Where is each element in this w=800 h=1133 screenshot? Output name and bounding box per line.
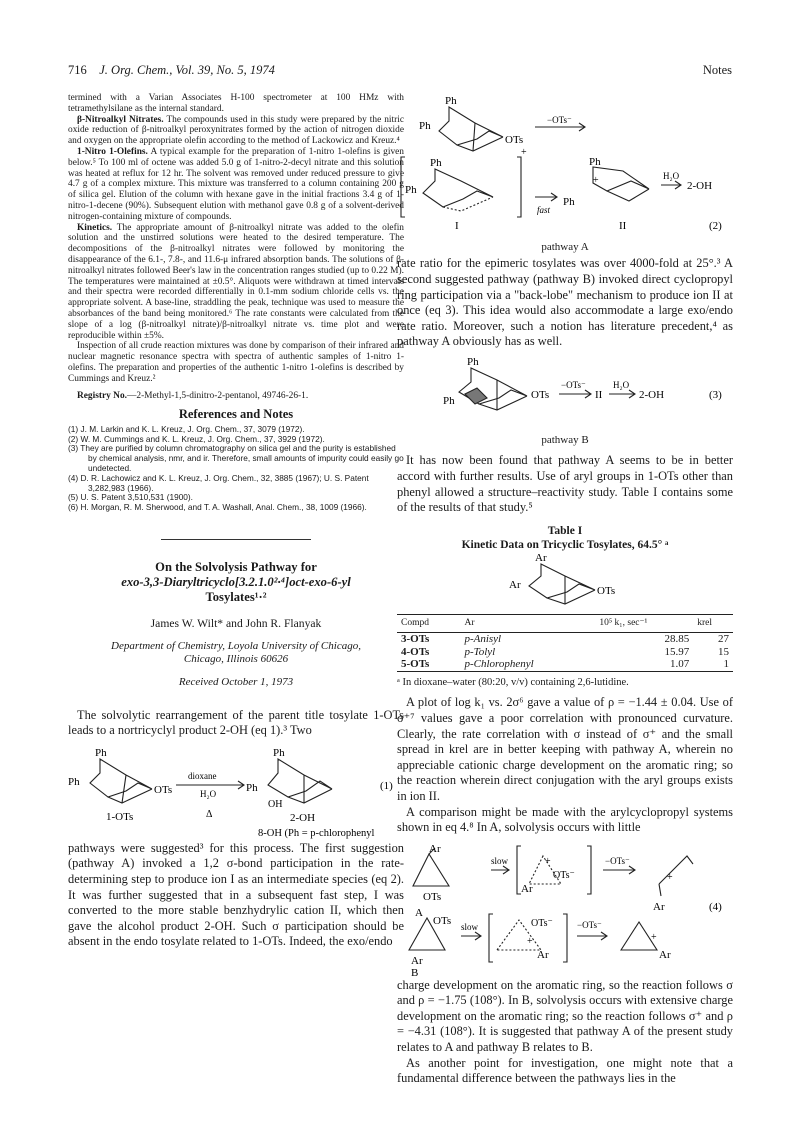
page-number: 716 [68,63,87,77]
eq1-ph-top-left: Ph [95,746,107,759]
eq4-ar-a1: Ar [429,842,441,855]
table-row [397,658,733,671]
table-header-row [397,614,733,632]
equation-3-scheme [397,354,733,432]
paragraph-continued: termined with a Varian Associates H-100 spectrometer at 100 HMz with tetramethylsilane as the internal standard. [68,93,404,114]
paragraph-pathways: pathways were suggested³ for this process. The first suggestion (pathway A) invoked a 1,2 σ-bond participation in the rate-determining step to produce ion I as an intermediate species (eq 2). It was further suggested that in a subsequent fast step, I was converted to the more stable benzhydrylic cation II, which then gave the alcohol product 2-OH. Such σ participation should be absent in the endo tosylate related to 1-OTs. Indeed, the exo/endo [68,840,404,949]
eq1-reagent-top: dioxane [188,770,217,781]
paragraph-intro: The solvolytic rearrangement of the parent title tosylate 1-OTs leads to a nortricyclyl product 2-OH (eq 1).³ Two [68,707,404,738]
eq1-reagent-bottom: H₂O [200,788,217,799]
table-header: 10⁵ k₁, sec⁻¹ [595,614,693,632]
eq4-slow-b: slow [461,921,479,932]
eq4-plus-b3: + [651,931,657,943]
table-cell: p-Anisyl [464,633,502,646]
table-struct-ar-left: Ar [509,578,521,591]
eq2-plus2: + [593,175,599,186]
eq1-number: (1) [380,779,393,792]
eq3-ph2: Ph [443,394,455,407]
article-title-line: Tosylates¹·² [205,589,267,604]
paragraph-found: It has now been found that pathway A seems to be in better accord with further results. Use of aryl groups in 1-OTs other than phenyl allowed a structure–reactivity study. Table I contains some of the results of that study.⁵ [397,453,733,515]
running-header-left [68,63,275,78]
authors: James W. Wilt* and John R. Flanyak [150,616,322,630]
right-column [397,93,733,1087]
eq2-ph1: Ph [445,95,457,107]
affiliation-line: Chicago, Illinois 60626 [183,653,289,666]
text-olefins: A typical example for the preparation of 1-nitro 1-olefins is given below.⁵ To 100 ml of octene was added 5.0 g of 1-nitro-2-decyl nitrate and this solution was heated at reflux for 12 hr. The solvent was removed under reduced pressure to give 4.7 g of a complex mixture. This mixture was transferred to a column containing 200 g of silica gel. Elution of the column with hexane gave in the initial fractions 3.4 g of 1-nitro-1-decene (90%). Subsequent elution with methanol gave 0.8 g of a solvent-derived nitrogen-containing mixture of compounds. [68,146,404,222]
equation-2-scheme [397,93,733,241]
table-cell: 15.97 [664,645,690,658]
eq2-caption: pathway A [541,241,589,253]
registry-label: Registry No. [77,390,127,401]
table-cell: 15 [718,645,729,658]
eq3-number: (3) [709,388,722,401]
eq4-ots-a2: OTs⁻ [553,869,575,881]
table-struct-ar-top: Ar [535,551,547,564]
affiliation [68,640,404,666]
article-title-line: exo-3,3-Diaryltricyclo[3.2.1.0²·⁴]oct-exo-6-yl [121,574,351,589]
section-divider [161,539,311,540]
paragraph-kinetics [68,223,404,342]
table-cell: p-Chlorophenyl [460,658,595,671]
reference-item: (2) W. M. Cummings and K. L. Kreuz, J. Org. Chem., 37, 3929 (1972). [68,433,325,444]
eq3-ots: OTs [531,388,550,401]
eq4-ots-b: OTs [433,914,452,927]
eq3-product: 2-OH [639,388,665,401]
references-heading: References and Notes [178,407,294,422]
eq2-fast: fast [537,205,551,215]
eq1-label-product: 2-OH [290,811,316,824]
table-cell: 5-OTs [397,658,460,671]
eq2-number: (2) [709,220,722,232]
eq4-ar-a2: Ar [521,882,533,895]
table-structure [397,552,733,614]
table-row [397,633,733,646]
reference-item: (4) D. R. Lachowicz and K. L. Kreuz, J. Org. Chem., 32, 3885 (1967); U. S. Patent 3,282,983 (1966). [68,472,369,493]
eq4-plus-b: + [527,935,533,947]
eq4-ar-b2: Ar [537,948,549,961]
eq2-product: 2-OH [687,180,713,192]
eq2-ion2: II [619,220,627,232]
table-struct-ots: OTs [597,584,616,597]
eq2-ion1: I [455,220,459,232]
paragraph-ratio: rate ratio for the epimeric tosylates was over 4000-fold at 25°.³ A second suggested pathway (pathway B) invoked direct cyclopropyl ring participation via a "back-lobe" mechanism to produce ion II at once (eq 3). This idea would also accommodate a large exo/endo rate ratio. Moreover, such a notion has literature precedent,⁴ as pathway A obviously has as well. [397,256,733,349]
table-subtitle: Kinetic Data on Tricyclic Tosylates, 64.5° ᵃ [461,538,669,551]
eq4-number: (4) [709,900,722,913]
table-cell: 3-OTs [401,633,430,646]
eq2-ph5: Ph [589,156,601,168]
paragraph-plot: A plot of log k₁ vs. 2σ⁶ gave a value of ρ = −1.44 ± 0.04. Use of σ⁺⁷ values gave a poor correlation with pronounced curvature. Clearly, the rate correlation with σ instead of σ⁺ and the small spread in krel are in better keeping with pathway A, wherein no appreciable cationic charge development on the aromatic ring; so the reaction wherein direct conjugation with the aryl groups exists in ion II. [397,695,733,803]
paragraph-olefins [68,147,404,223]
table-cell: 4-OTs [401,645,430,658]
eq4-label-a: A [415,906,423,919]
eq1-ph-top-right: Ph [273,746,285,759]
reference-item: (1) J. M. Larkin and K. L. Kreuz, J. Org. Chem., 37, 3079 (1972). [68,423,305,434]
registry-line [68,391,404,402]
eq4-slow-a: slow [491,855,509,866]
reference-item: (3) They are purified by column chromatography on silica gel and the purity is established by chemical analysis, nmr, and ir. Therefore, small amounts of impurity could easily go undetected. [68,443,404,473]
eq1-ots: OTs [154,783,173,796]
eq4-plus-a: + [545,855,551,867]
eq4-ar-a3: Ar [653,900,665,913]
table-header: krel [693,614,733,632]
table-cell: 28.85 [664,633,690,646]
text-nitrates: The compounds used in this study were prepared by the nitric oxide reduction of β-nitroalkyl peroxynitrates formed by the action of nitrogen dioxide and oxygen on the appropriate olefin according to the method of Lackowicz and Kreuz.⁴ [68,114,404,147]
eq1-delta: Δ [206,808,213,820]
heading-nitrates: β-Nitroalkyl Nitrates. [77,114,164,125]
eq3-caption: pathway B [541,433,589,446]
table-footnote: ᵃ In dioxane–water (80:20, v/v) containing 2,6-lutidine. [397,676,629,688]
article-title-line: On the Solvolysis Pathway for [155,559,317,574]
reference-item: (6) H. Morgan, R. M. Sherwood, and T. A. Washall, Anal. Chem., 38, 1009 (1966). [68,502,367,513]
eq3-ph1: Ph [467,355,479,368]
table-cell: 1.07 [595,658,693,671]
eq4-ots-b2: OTs⁻ [531,917,553,929]
equation-1-scheme [68,745,404,841]
table-header: Ar [460,614,595,632]
reference-item: (5) U. S. Patent 3,510,531 (1900). [68,492,193,503]
eq1-caption: 8-OH (Ph = p-chlorophenyl [258,827,375,839]
eq4-ots-a: OTs [423,890,442,903]
paragraph-charge: charge development on the aromatic ring, so the reaction follows σ and ρ = −1.75 (108°). In B, solvolysis occurs with extensive charge development on the aromatic ring; so the reaction follows σ⁺ and ρ = −4.31 (108°). It is suggested that pathway A of the present study relates to A and pathway B relates to B. [397,977,733,1055]
registry-text: —2-Methyl-1,5-dinitro-2-pentanol, 49746-26-1. [127,390,309,401]
paragraph-inspection: Inspection of all crude reaction mixtures was done by comparison of their infrared and nuclear magnetic resonance spectra with spectra of authentic samples of 1-nitro 1-olefins. The preparation and properties of the authentic 1-nitro 1-olefins is described by Cummings and Kreuz.² [68,341,404,384]
table-row [397,646,733,659]
paragraph-nitrates [68,115,404,147]
eq2-ph2: Ph [419,120,431,132]
eq4-label-b: B [411,966,419,978]
table-cell: 1 [693,658,733,671]
kinetic-data-table [397,614,733,672]
eq4-plus-a3: + [667,871,673,883]
eq2-ots: OTs [505,134,524,146]
eq1-ph-right: Ph [246,781,258,794]
table-caption [397,524,733,552]
section-label: Notes [702,63,732,77]
article-title [68,560,404,605]
paragraph-another: As another point for investigation, one might note that a fundamental difference between the pathways lies in the [397,1055,733,1086]
eq2-water: H₂O [663,171,680,181]
eq2-ph3: Ph [430,157,442,169]
eq2-plus: + [521,147,527,158]
received-date: Received October 1, 1973 [178,676,294,689]
eq3-ion: II [595,388,603,401]
eq2-arrow-top: −OTs⁻ [547,115,572,125]
paragraph-compare: A comparison might be made with the arylcyclopropyl systems shown in eq 4.⁸ In A, solvolysis occurs with little [397,804,733,835]
eq3-water: H₂O [613,379,630,390]
heading-olefins: 1-Nitro 1-Olefins. [77,146,148,157]
journal-citation: J. Org. Chem., Vol. 39, No. 5, 1974 [99,63,275,77]
eq1-oh: OH [268,798,283,810]
eq1-label-reactant: 1-OTs [106,810,134,823]
heading-kinetics: Kinetics. [77,222,113,233]
left-column [68,93,404,950]
eq2-ph4: Ph [405,184,417,196]
table-title: Table I [547,524,583,537]
affiliation-line: Department of Chemistry, Loyola University of Chicago, [111,640,361,653]
eq4-arrow-b: −OTs⁻ [577,919,602,930]
table-cell: 27 [718,633,729,646]
eq4-ar-b1: Ar [411,954,423,967]
eq3-arrow-top: −OTs⁻ [561,379,586,390]
table-cell: p-Tolyl [464,645,496,658]
eq4-arrow-a: −OTs⁻ [605,855,630,866]
table-header: Compd [397,614,460,632]
equation-4-scheme [397,840,733,978]
text-kinetics: The appropriate amount of β-nitroalkyl nitrate was added to the olefin solution and the unstirred solutions were heated to the desired temperature. The decompositions of the β-nitroalkyl nitrates were followed by monitoring the disappearance of the 6.1-, 7.8-, and 11.6-μ infrared absorption bands. The solutions of β-nitroalkyl nitrates followed Beer's law in the concentration ranges studied (up to 0.22 M). The temperatures were maintained at ±0.5°. Aliquots were withdrawn at timed intervals and their spectra were recorded differentially in 0.1-mm sodium chloride cells vs. the appropriate solvent. A base-line, straddling the peak, technique was used to measure the absorbances of the band being monitored.⁶ The rate constants were calculated from the slope of a log (β-nitroalkyl nitrate)/β-nitroalkyl nitrate vs. time plot and were reproducible within ±5%. [68,222,404,341]
eq2-ph6: Ph [563,196,575,208]
eq4-ar-b3: Ar [659,948,671,961]
eq1-ph-left: Ph [68,775,80,788]
references-list [68,425,404,513]
